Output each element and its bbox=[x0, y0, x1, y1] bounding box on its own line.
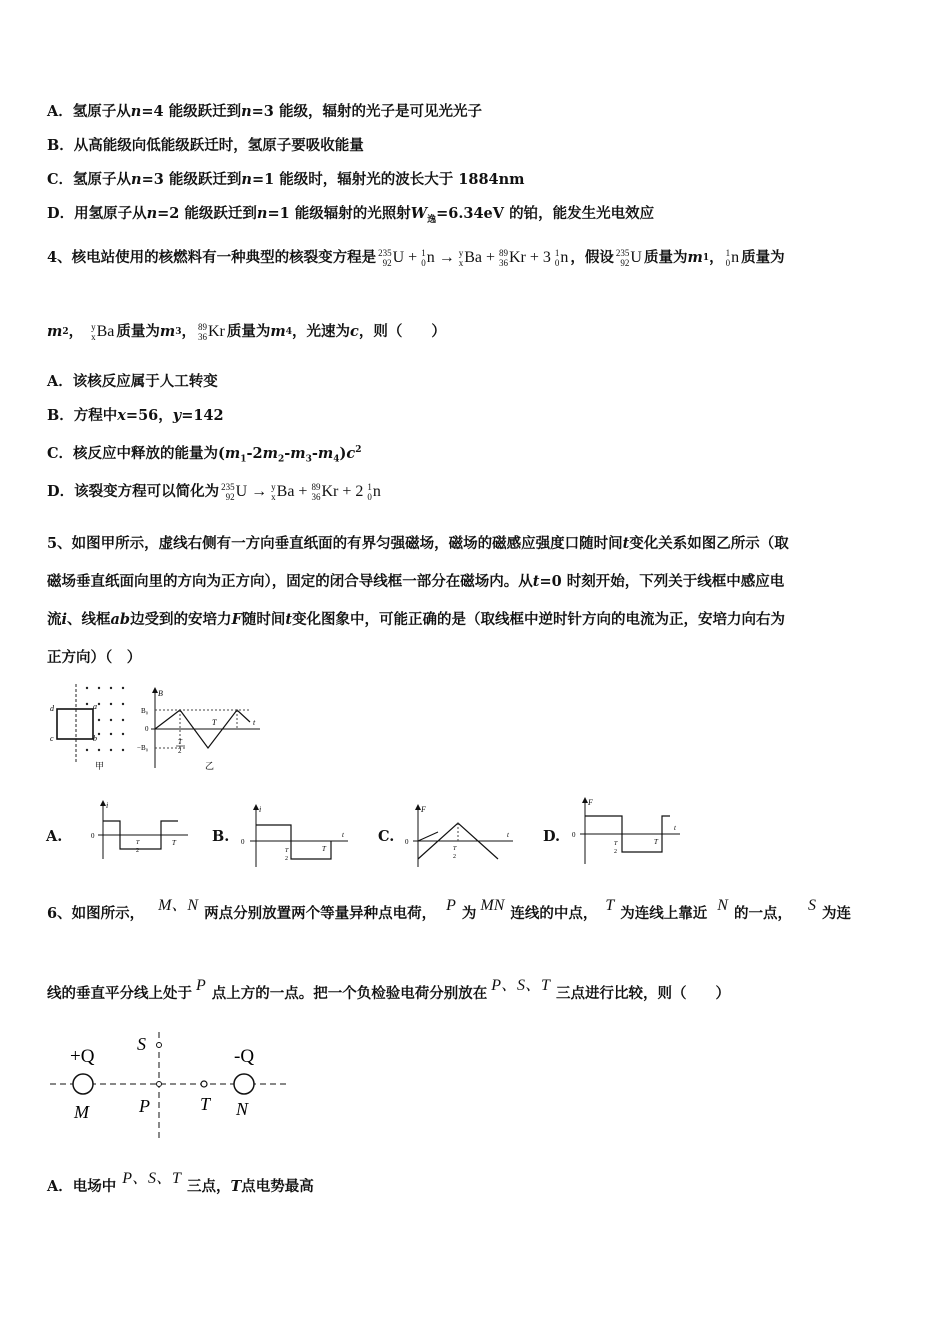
q3-option-a: A．氢原子从n=4 能级跃迁到n=3 能级，辐射的光子是可见光光子 bbox=[47, 103, 482, 120]
label-minus-q: -Q bbox=[234, 1046, 255, 1067]
label-n: N bbox=[236, 1099, 249, 1119]
q5-option-c-graph bbox=[403, 801, 518, 869]
svg-text:2: 2 bbox=[136, 848, 139, 854]
label-b: b bbox=[93, 734, 97, 743]
label-half-T-den: 2 bbox=[178, 747, 182, 755]
label-jia: 甲 bbox=[95, 761, 105, 771]
label-plus-q: +Q bbox=[70, 1046, 95, 1067]
q4-option-c: C．核反应中释放的能量为$(m_1-2m_2-m_3-m_4)c^2$ bbox=[47, 444, 362, 465]
label-B: B bbox=[158, 689, 163, 698]
label-d: d bbox=[50, 704, 54, 713]
svg-text:i: i bbox=[106, 801, 109, 810]
svg-text:F: F bbox=[588, 798, 593, 807]
nuclide-u235: 235 92 U bbox=[221, 482, 248, 502]
svg-text:T: T bbox=[136, 840, 140, 846]
nuclide-u235: 235 92 U bbox=[378, 248, 405, 268]
svg-text:T: T bbox=[322, 845, 326, 853]
q5-option-b-label: B. bbox=[212, 828, 230, 845]
nuclide-neutron: 1 0 n bbox=[554, 248, 569, 268]
q5-figure-jia-yi bbox=[45, 682, 270, 774]
label-a: a bbox=[93, 702, 97, 711]
q5-option-c-label: C. bbox=[378, 828, 395, 845]
label-c: c bbox=[50, 734, 54, 743]
q5-stem-line1: 5、如图甲所示，虚线右侧有一方向垂直纸面的有界匀强磁场，磁场的磁感应强度口随时间t变化关系如图乙所示（取 bbox=[47, 535, 789, 552]
q5-stem-line4: 正方向）（ ） bbox=[47, 649, 142, 666]
q4-option-a: A．该核反应属于人工转变 bbox=[47, 373, 218, 390]
svg-text:2: 2 bbox=[453, 854, 456, 860]
q6-stem-line1: 6、 如图所示， M、N 两点分别放置两个等量异种点电荷， P 为 MN 连线的中点， T 为连线上靠近 N 的一点， S 为连 bbox=[47, 897, 851, 922]
q6-figure-charges bbox=[48, 1030, 293, 1140]
nuclide-kr: 89 36 Kr bbox=[311, 482, 339, 502]
label-t: t bbox=[253, 718, 256, 727]
svg-text:t: t bbox=[674, 824, 676, 832]
nuclide-u235: 235 92 U bbox=[615, 248, 642, 268]
point-t bbox=[201, 1081, 207, 1087]
svg-text:0: 0 bbox=[572, 831, 576, 839]
q5-stem-line3: 流i、线框ab边受到的安培力F随时间t变化图象中，可能正确的是（取线框中逆时针方向的电流为正，安培力向右为 bbox=[47, 611, 786, 628]
q5-stem-line2: 磁场垂直纸面向里的方向为正方向），固定的闭合导线框一部分在磁场内。从t=0 时刻开始，下列关于线框中感应电 bbox=[47, 573, 785, 590]
svg-text:2: 2 bbox=[285, 856, 288, 862]
svg-text:0: 0 bbox=[241, 838, 245, 846]
q4-option-b: B．方程中x=56，y=142 bbox=[47, 407, 224, 424]
label-t: T bbox=[200, 1094, 211, 1114]
label-zero: 0 bbox=[145, 725, 149, 733]
nuclide-kr: 89 36 Kr bbox=[499, 248, 526, 268]
label-half-T-num: T bbox=[178, 738, 182, 746]
svg-text:T: T bbox=[172, 839, 176, 847]
charge-m bbox=[73, 1074, 93, 1094]
svg-text:F: F bbox=[421, 805, 426, 814]
q5-option-a-graph bbox=[88, 797, 193, 863]
q6-stem-line2: 线的垂直平分线上处于 P 点上方的一点。把一个负检验电荷分别放在 P、S、T 三点进行比较，则（ ） bbox=[47, 977, 730, 1002]
q3-option-c: C．氢原子从n=3 能级跃迁到n=1 能级时，辐射光的波长大于 1884nm bbox=[47, 171, 525, 188]
q4-option-d: D． 该裂变方程可以简化为 235 92 U → y x Ba + 89 36 Kr + 2 1 0 n bbox=[47, 482, 381, 502]
nuclide-ba: y x Ba bbox=[458, 248, 482, 268]
label-yi: 乙 bbox=[205, 761, 215, 771]
label-s: S bbox=[137, 1034, 146, 1054]
q3-option-d: D．用氢原子从n=2 能级跃迁到n=1 能级辐射的光照射$W_逸=6.34eV$ 的铂，能发生光电效应 bbox=[47, 205, 655, 225]
q4-stem-line2: m 2 ， y x Ba 质量为 m 3 ， 89 36 Kr 质量为 m 4 ，光速为 c ，则（ ） bbox=[47, 322, 446, 342]
q6-option-a: A． 电场中 P、S、T 三点， T 点电势最高 bbox=[47, 1170, 314, 1195]
q5-option-d-graph bbox=[570, 794, 685, 866]
label-B0: B₀ bbox=[141, 707, 149, 715]
label-p: P bbox=[139, 1096, 150, 1116]
svg-text:t: t bbox=[507, 831, 509, 839]
svg-text:T: T bbox=[285, 848, 289, 854]
svg-text:T: T bbox=[614, 841, 618, 847]
q5-option-b-graph bbox=[236, 801, 351, 869]
nuclide-ba: y x Ba bbox=[91, 322, 115, 342]
nuclide-neutron: 1 0 n bbox=[367, 482, 381, 502]
q4-stem-line1: 4、 核电站使用的核燃料有一种典型的核裂变方程是 235 92 U + 1 0 n → y x Ba + 89 36 Kr + 3 1 0 n ，假设 235 92 U 质量为 m 1 ， 1 0 n 质量为 bbox=[47, 248, 785, 268]
label-m: M bbox=[74, 1102, 89, 1122]
q5-option-a-label: A. bbox=[46, 828, 63, 845]
nuclide-kr: 89 36 Kr bbox=[198, 322, 225, 342]
charge-n bbox=[234, 1074, 254, 1094]
wire-frame bbox=[57, 709, 93, 739]
nuclide-ba: y x Ba bbox=[271, 482, 295, 502]
q3-option-b: B．从高能级向低能级跃迁时，氢原子要吸收能量 bbox=[47, 137, 364, 154]
svg-text:0: 0 bbox=[91, 832, 95, 840]
nuclide-neutron: 1 0 n bbox=[421, 248, 435, 268]
nuclide-neutron: 1 0 n bbox=[725, 248, 740, 268]
svg-text:t: t bbox=[342, 831, 344, 839]
point-s bbox=[157, 1043, 162, 1048]
point-p bbox=[157, 1082, 162, 1087]
q5-option-d-label: D. bbox=[543, 828, 561, 845]
label-negB0: −B₀ bbox=[137, 744, 149, 752]
svg-text:T: T bbox=[453, 846, 457, 852]
svg-text:T: T bbox=[654, 838, 658, 846]
label-T: T bbox=[212, 718, 217, 727]
svg-text:0: 0 bbox=[405, 838, 409, 846]
svg-text:2: 2 bbox=[614, 849, 617, 855]
svg-text:i: i bbox=[259, 805, 262, 814]
current-curve bbox=[256, 825, 331, 859]
magnetic-field-dots bbox=[86, 687, 124, 751]
